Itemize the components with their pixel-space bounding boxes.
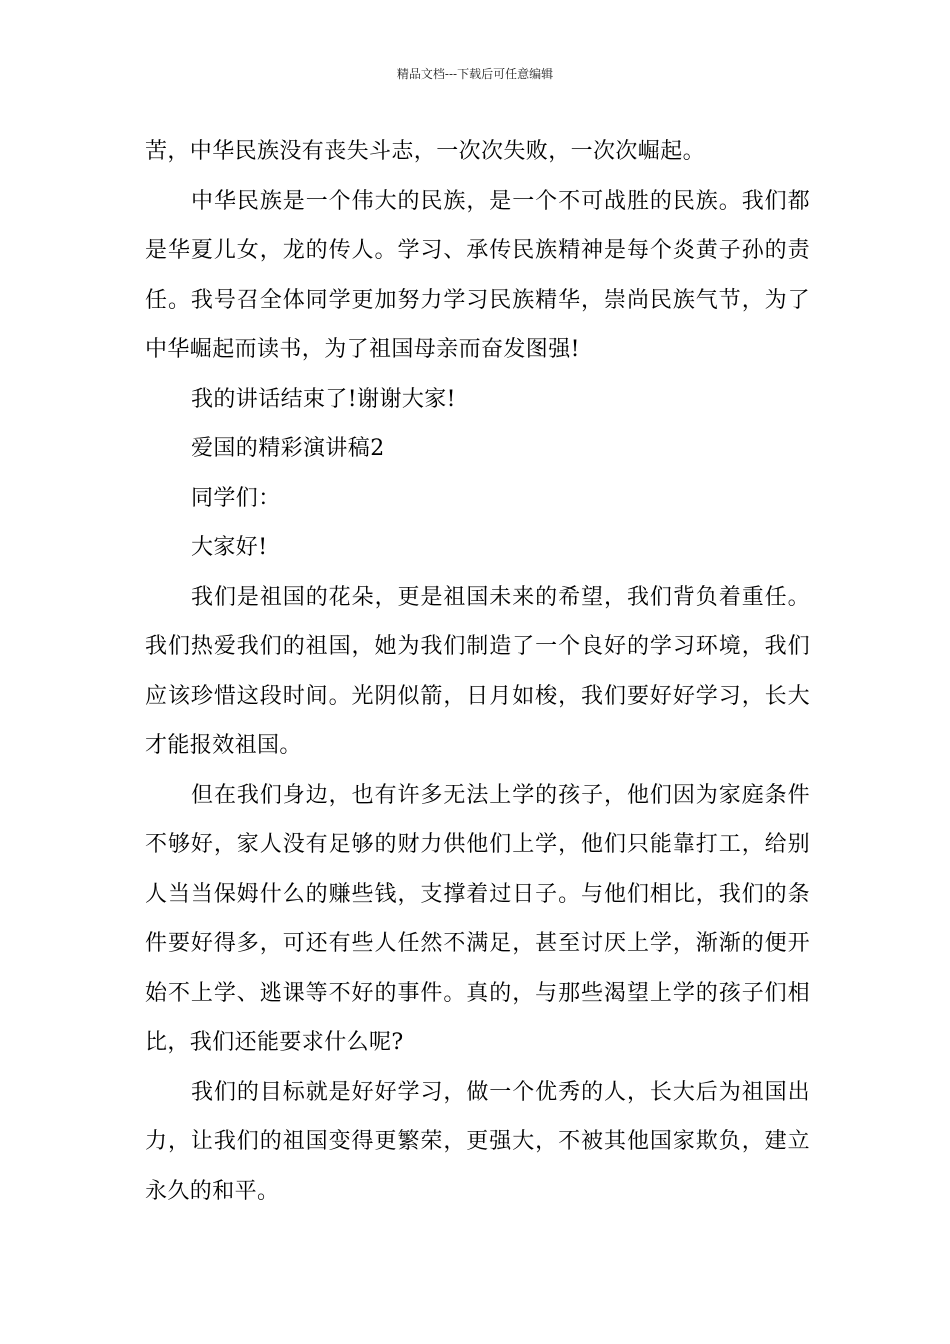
section-title: 爱国的精彩演讲稿2 [191,436,385,461]
salutation: 同学们： [191,485,281,511]
paragraph-9: 我们的目标就是好好学习，做一个优秀的人，长大后为祖国出力，让我们的祖国变得更繁荣，更强大，不被其他国家欺负，建立永久的和平。 [145,1079,810,1204]
paragraph-2: 中华民族是一个伟大的民族，是一个不可战胜的民族。我们都是华夏儿女，龙的传人。学习、承传民族精神是每个炎黄子孙的责任。我号召全体同学更加努力学习民族精华，崇尚民族气节，为了中华崛起而读书，为了祖国母亲而奋发图强! [145,188,810,362]
paragraph-7: 我们是祖国的花朵，更是祖国未来的希望，我们背负着重任。我们热爱我们的祖国，她为我们制造了一个良好的学习环境，我们应该珍惜这段时间。光阴似箭，日月如梭，我们要好好学习，长大才能报效祖国。 [145,584,810,758]
page-header: 精品文档---下载后可任意编辑 [396,67,554,81]
paragraph-8: 但在我们身边，也有许多无法上学的孩子，他们因为家庭条件不够好，家人没有足够的财力供他们上学，他们只能靠打工，给别人当当保姆什么的赚些钱，支撑着过日子。与他们相比，我们的条件要好得多，可还有些人任然不满足，甚至讨厌上学，渐渐的便开始不上学、逃课等不好的事件。真的，与那些渴望上学的孩子们相比，我们还能要求什么呢? [145,782,810,1055]
paragraph-3: 我的讲话结束了!谢谢大家! [191,386,456,412]
paragraph-1: 苦，中华民族没有丧失斗志，一次次失败，一次次崛起。 [145,139,706,164]
greeting: 大家好! [191,535,268,560]
document-body [145,127,810,1216]
